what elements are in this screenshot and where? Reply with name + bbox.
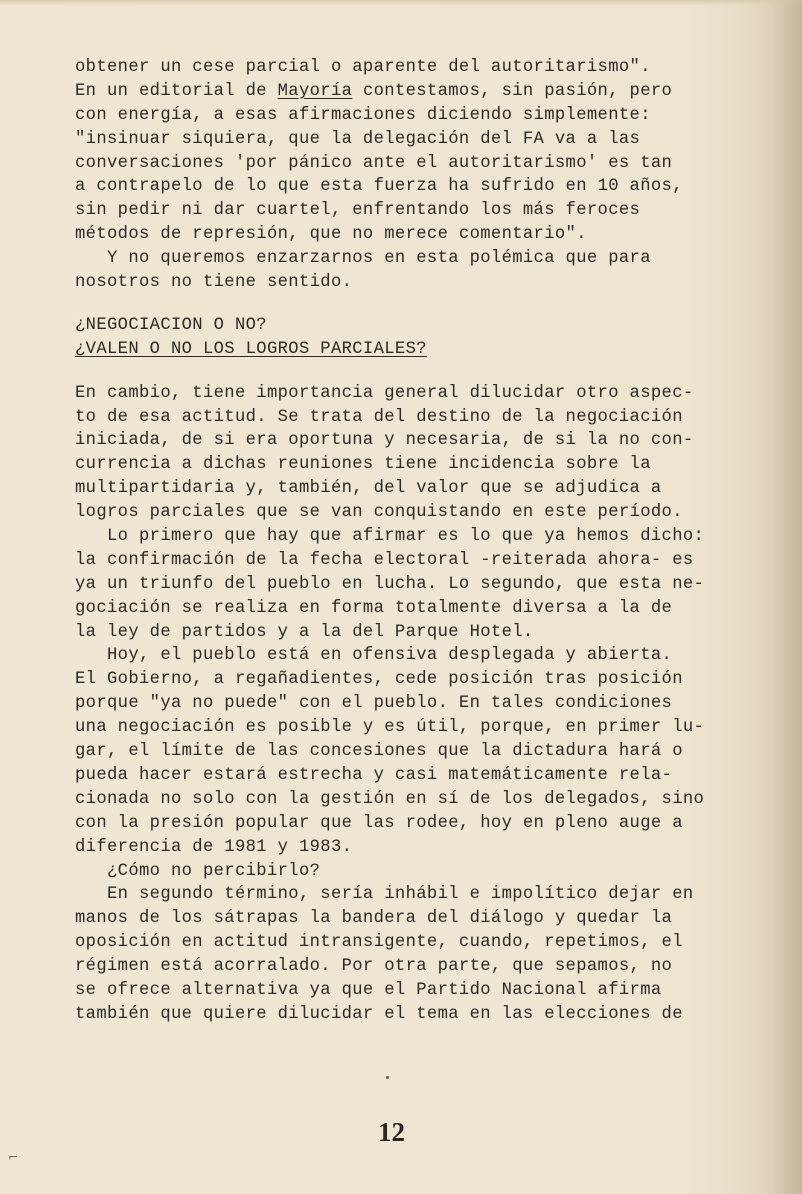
text-line: ¿Cómo no percibirlo?	[75, 861, 321, 881]
text-line: iniciada, de si era oportuna y necesaria, de si la no con-	[75, 431, 694, 451]
corner-mark: ⌐	[8, 1150, 19, 1164]
section-heading-1: ¿NEGOCIACION O NO?	[75, 315, 267, 335]
text-line: también que quiere dilucidar el tema en las elecciones de	[75, 1004, 683, 1024]
text-line: diferencia de 1981 y 1983.	[75, 837, 353, 857]
text-line: En segundo término, sería inhábil e impolítico dejar en	[75, 885, 694, 905]
text-line: En cambio, tiene importancia general dilucidar otro aspec-	[75, 383, 694, 403]
text-line: "insinuar siquiera, que la delegación del FA va a las	[75, 129, 641, 149]
text-line: manos de los sátrapas la bandera del diálogo y quedar la	[75, 909, 673, 929]
text-line: ya un triunfo del pueblo en lucha. Lo segundo, que esta ne-	[75, 574, 705, 594]
text-line: currencia a dichas reuniones tiene incidencia sobre la	[75, 455, 651, 475]
page-number: 12	[378, 1117, 405, 1147]
text-line: multipartidaria y, también, del valor que se adjudica a	[75, 479, 662, 499]
paragraph-gap	[75, 295, 775, 314]
text-line: gar, el límite de las concesiones que la dictadura hará o	[75, 742, 683, 762]
text-line: porque "ya no puede" con el pueblo. En tales condiciones	[75, 694, 673, 714]
text-line: Hoy, el pueblo está en ofensiva desplegada y abierta.	[75, 646, 673, 666]
text-line: obtener un cese parcial o aparente del autoritarismo".	[75, 58, 651, 77]
text-line: métodos de represión, que no merece comentario".	[75, 225, 587, 245]
publication-name: Mayoría	[277, 81, 353, 101]
page-top-edge	[0, 0, 802, 6]
text-line: con energía, a esas afirmaciones diciendo simplemente:	[75, 105, 651, 125]
text-line: régimen está acorralado. Por otra parte, que sepamos, no	[75, 957, 673, 977]
ink-dot	[386, 1076, 389, 1079]
paragraph-2	[75, 382, 775, 1027]
text-line-mayoria: En un editorial de Mayoría contestamos, sin pasión, pero	[75, 81, 673, 101]
text-line: Lo primero que hay que afirmar es lo que ya hemos dicho:	[75, 527, 705, 547]
text-line: a contrapelo de lo que esta fuerza ha sufrido en 10 años,	[75, 177, 683, 197]
text-line: pueda hacer estará estrecha y casi matemáticamente rela-	[75, 765, 673, 785]
page-binding-shadow	[772, 0, 802, 1194]
text-line: logros parciales que se van conquistando en este período.	[75, 503, 683, 523]
paragraph-gap	[75, 362, 775, 382]
text-line: nosotros no tiene sentido.	[75, 273, 353, 293]
text-line: to de esa actitud. Se trata del destino de la negociación	[75, 407, 683, 427]
text-line: gociación se realiza en forma totalmente diversa a la de	[75, 598, 673, 618]
text-line: cionada no solo con la gestión en sí de los delegados, sino	[75, 789, 705, 809]
text-line: una negociación es posible y es útil, porque, en primer lu-	[75, 718, 705, 738]
body-text	[75, 56, 775, 1027]
text-line: El Gobierno, a regañadientes, cede posición tras posición	[75, 670, 683, 690]
text-line: Y no queremos enzarzarnos en esta polémica que para	[75, 249, 651, 269]
text-line: se ofrece alternativa ya que el Partido Nacional afirma	[75, 980, 662, 1000]
text-line: la confirmación de la fecha electoral -reiterada ahora- es	[75, 550, 694, 570]
text-line: oposición en actitud intransigente, cuando, repetimos, el	[75, 933, 683, 953]
text-line: con la presión popular que las rodee, hoy en pleno auge a	[75, 813, 683, 833]
text-line: sin pedir ni dar cuartel, enfrentando los más feroces	[75, 201, 641, 221]
text-line: conversaciones 'por pánico ante el autoritarismo' es tan	[75, 153, 673, 173]
text-line: la ley de partidos y a la del Parque Hotel.	[75, 622, 534, 642]
section-heading-2: ¿VALEN O NO LOS LOGROS PARCIALES?	[75, 339, 427, 359]
